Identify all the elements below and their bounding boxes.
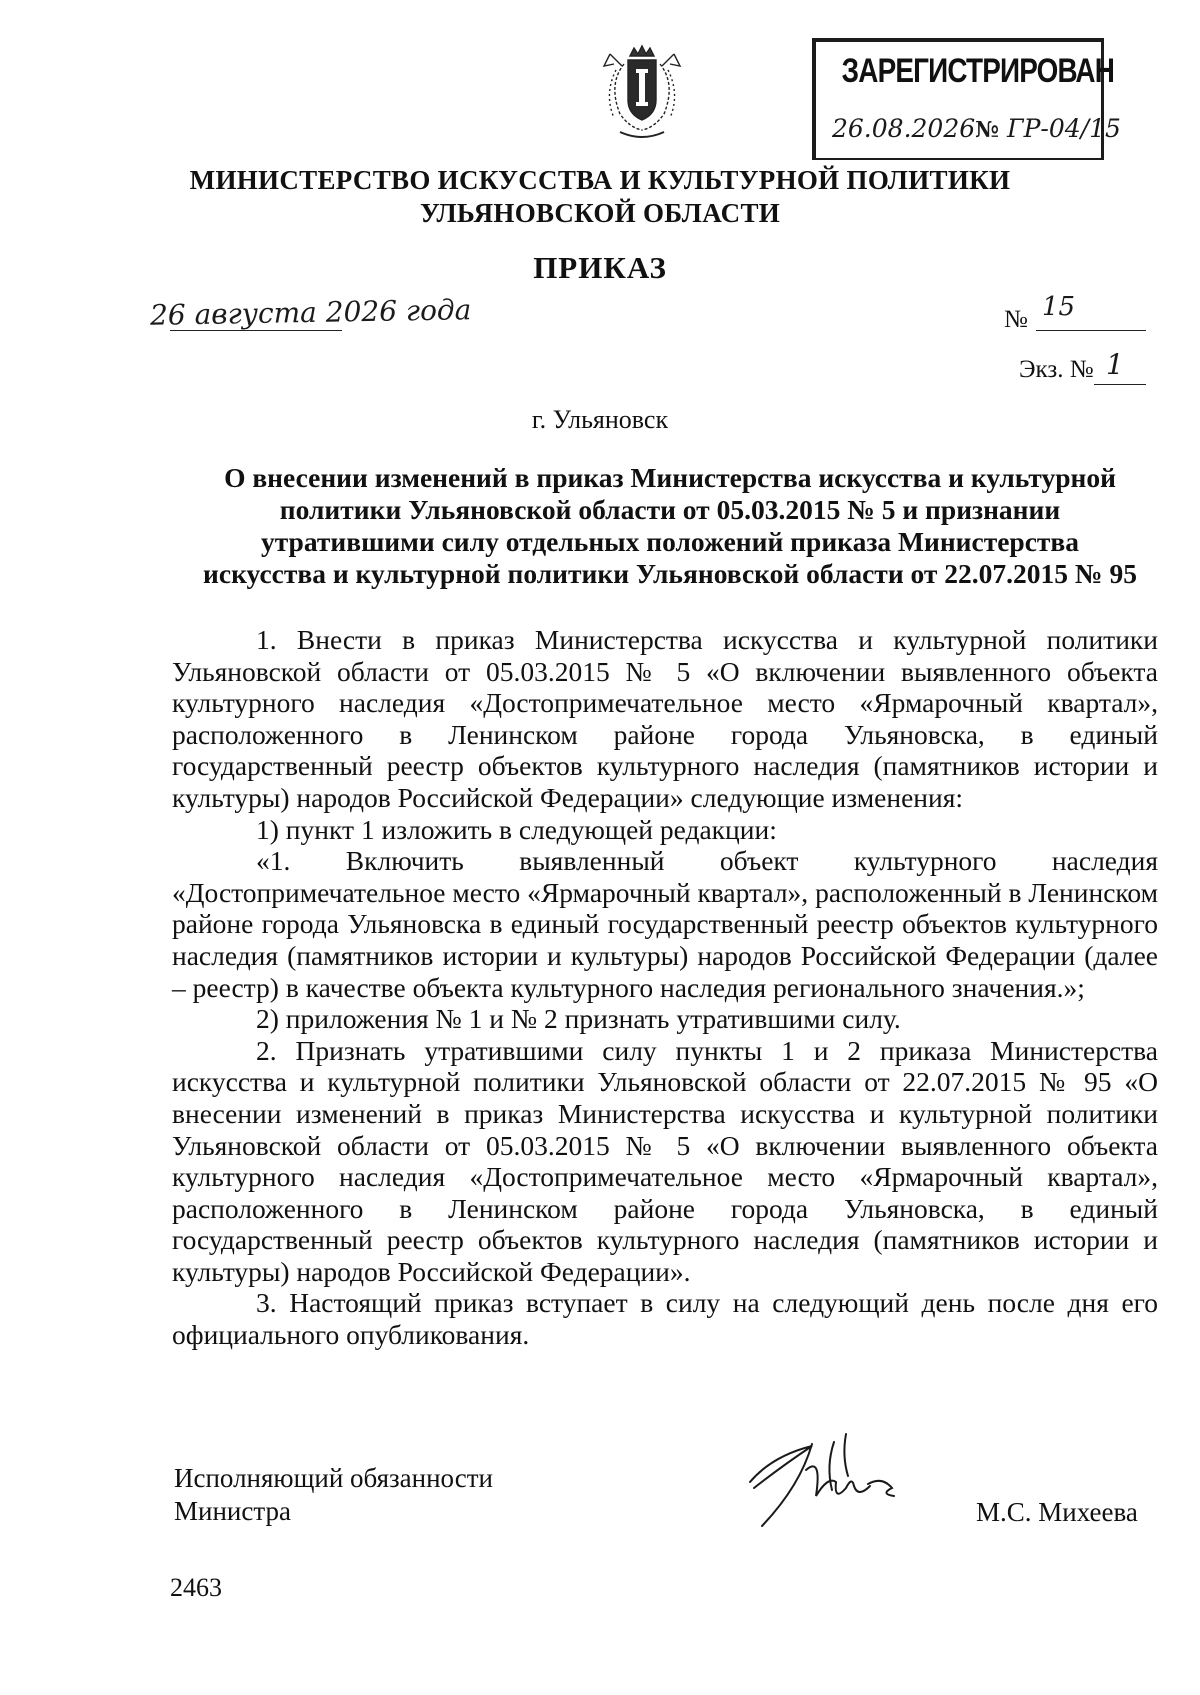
ministry-line-2: УЛЬЯНОВСКОЙ ОБЛАСТИ [419, 198, 781, 228]
order-number-value: 15 [1042, 292, 1076, 322]
stamp-number: ГР-04/15 [1007, 114, 1121, 143]
city: г. Ульяновск [531, 405, 669, 434]
order-number-label: № [1004, 306, 1028, 333]
signer-name: М.С. Михеева [976, 1497, 1138, 1527]
signer-position [174, 1462, 493, 1528]
registration-stamp [812, 38, 1121, 160]
signer-position-line-1: Исполняющий обязанности [174, 1463, 493, 1493]
ministry-heading [150, 164, 1050, 230]
body-paragraph-4: 2) приложения № 1 и № 2 признать утратившими силу. [256, 1003, 901, 1035]
subject-line-2: политики Ульяновской области от 05.03.2015 № 5 и признании [279, 494, 1061, 525]
copy-number-value: 1 [1106, 348, 1124, 381]
stamp-title: ЗАРЕГИСТРИРОВАН [841, 52, 1115, 90]
subject-line-1: О внесении изменений в приказ Министерства искусства и культурной [224, 462, 1116, 493]
stamp-number-sign: № [975, 117, 1000, 143]
order-body [172, 624, 1158, 1351]
document-footer-number: 2463 [170, 1573, 222, 1602]
body-paragraph-3: «1. Включить выявленный объект культурного наследия «Достопримечательное место «Ярмарочный квартал», расположенный в Ленинском районе города Ульяновска в единый государственный реестр объектов культурного наследия (памятников истории и культуры) народов Российской Федерации (далее – реестр) в качестве объекта культурного наследия регионального значения.»; [172, 845, 1158, 1003]
body-paragraph-2: 1) пункт 1 изложить в следующей редакции: [256, 813, 777, 845]
subject-line-3: утратившими силу отдельных положений приказа Министерства [260, 526, 1080, 557]
order-subject [170, 462, 1170, 590]
stamp-registration-line [832, 114, 1121, 154]
body-paragraph-6: 3. Настоящий приказ вступает в силу на следующий день после дня его официального опубликования. [172, 1287, 1158, 1351]
stamp-date: 26.08.2026 [832, 114, 976, 143]
document-type: ПРИКАЗ [533, 250, 667, 285]
body-paragraph-5: 2. Признать утратившими силу пункты 1 и 2 приказа Министерства искусства и культурной политики Ульяновской области от 22.07.2015 № 95 «О внесении изменений в приказ Министерства искусства и культурной политики Ульяновской области от 05.03.2015 № 5 «О включении выявленного объекта культурного наследия «Достопримечательное место «Ярмарочный квартал», расположенного в Ленинском районе города Ульяновска, в единый государственный реестр объектов культурного наследия (памятников истории и культуры) народов Российской Федерации». [172, 1034, 1158, 1287]
copy-number-underline [1094, 384, 1146, 385]
coat-of-arms-icon [586, 44, 698, 144]
body-paragraph-1: 1. Внести в приказ Министерства искусства и культурной политики Ульяновской области от 05.03.2015 № 5 «О включении выявленного объекта культурного наследия «Достопримечательное место «Ярмарочный квартал», расположенного в Ленинском районе города Ульяновска, в единый государственный реестр объектов культурного наследия (памятников истории и культуры) народов Российской Федерации» следующие изменения: [172, 624, 1158, 813]
handwritten-signature-icon [742, 1426, 912, 1530]
handwritten-date: 26 августа 2026 года [149, 293, 472, 332]
subject-line-4: искусства и культурной политики Ульяновской области от 22.07.2015 № 95 [203, 558, 1137, 589]
ministry-line-1: МИНИСТЕРСТВО ИСКУССТВА И КУЛЬТУРНОЙ ПОЛИТИКИ [189, 165, 1011, 195]
signer-position-line-2: Министра [174, 1496, 291, 1526]
copy-number-label: Экз. № [1019, 356, 1094, 383]
date-underline [170, 330, 342, 331]
order-number-underline [1036, 330, 1146, 331]
